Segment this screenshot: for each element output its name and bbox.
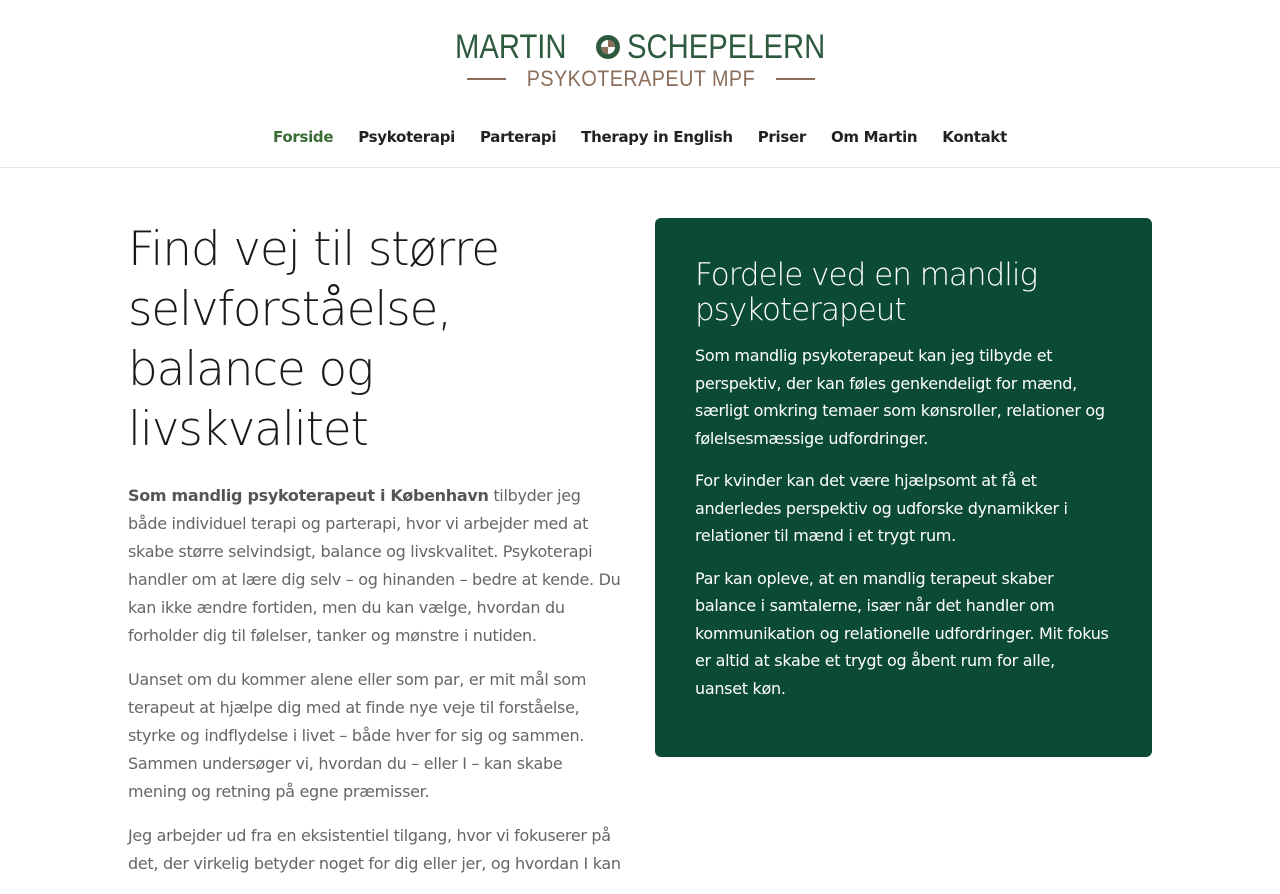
intro-bold-text: Som mandlig psykoterapeut i København bbox=[128, 486, 489, 505]
body-paragraph-3: Jeg arbejder ud fra en eksistentiel tilgang, hvor vi fokuserer på det, der virkelig betyder noget for dig eller jer, og hvordan I kan bbox=[128, 826, 621, 873]
logo-rule-right bbox=[776, 78, 815, 80]
body-paragraph-2: Uanset om du kommer alene eller som par, er mit mål som terapeut at hjælpe dig med at finde nye veje til forståelse, styrke og indflydelse i livet – både hver for sig og sammen. Sammen undersøger vi, hvordan du – eller I – kan skabe mening og retning på egne præmisser. bbox=[128, 670, 587, 801]
nav-item-priser[interactable]: Priser bbox=[757, 128, 806, 146]
nav-item-therapy-in-english[interactable]: Therapy in English bbox=[581, 128, 733, 146]
nav-item-forside[interactable]: Forside bbox=[273, 128, 334, 146]
page-title: Find vej til større selvforståelse, balance og livskvalitet bbox=[128, 222, 499, 457]
main-nav bbox=[0, 126, 1280, 148]
benefits-panel bbox=[655, 218, 1152, 757]
logo-tagline-row bbox=[467, 67, 815, 91]
logo-tagline: PSYKOTERAPEUT MPF bbox=[526, 66, 756, 91]
nav-item-kontakt[interactable]: Kontakt bbox=[942, 128, 1007, 146]
intro-text: tilbyder jeg både individuel terapi og parterapi, hvor vi arbejder med at skabe større selvindsigt, balance og livskvalitet. Psykoterapi handler om at lære dig selv – og hinanden – bedre at kende. Du kan ikke ændre fortiden, men du kan vælge, hvordan du forholder dig til følelser, tanker og mønstre i nutiden. bbox=[128, 486, 621, 645]
logo-name-row bbox=[455, 28, 826, 66]
nav-item-om-martin[interactable]: Om Martin bbox=[830, 128, 918, 146]
nav-item-parterapi[interactable]: Parterapi bbox=[480, 128, 557, 146]
panel-paragraph-2: For kvinder kan det være hjælpsomt at få et anderledes perspektiv og udforske dynamikker i relationer til mænd i et trygt rum. bbox=[695, 471, 1068, 545]
nav-item-psykoterapi[interactable]: Psykoterapi bbox=[358, 128, 456, 146]
logo-last-name: SCHEPELERN bbox=[627, 28, 826, 66]
panel-paragraph-3: Par kan opleve, at en mandlig terapeut skaber balance i samtalerne, især når det handler om kommunikation og relationelle udfordringer. Mit fokus er altid at skabe et trygt og åbent rum for alle, uanset køn. bbox=[695, 568, 1109, 698]
panel-paragraph-1: Som mandlig psykoterapeut kan jeg tilbyde et perspektiv, der kan føles genkendeligt for mænd, særligt omkring temaer som kønsroller, relationer og følelsesmæssige udfordringer. bbox=[695, 346, 1105, 448]
site-header bbox=[0, 0, 1280, 168]
site-logo[interactable] bbox=[455, 30, 827, 92]
intro-paragraph bbox=[128, 482, 624, 650]
panel-title: Fordele ved en mandlig psykoterapeut bbox=[695, 257, 1038, 328]
logo-first-name: MARTIN bbox=[455, 28, 567, 66]
main-content bbox=[128, 220, 624, 894]
logo-circle-icon bbox=[595, 34, 621, 60]
logo-rule-left bbox=[467, 78, 506, 80]
